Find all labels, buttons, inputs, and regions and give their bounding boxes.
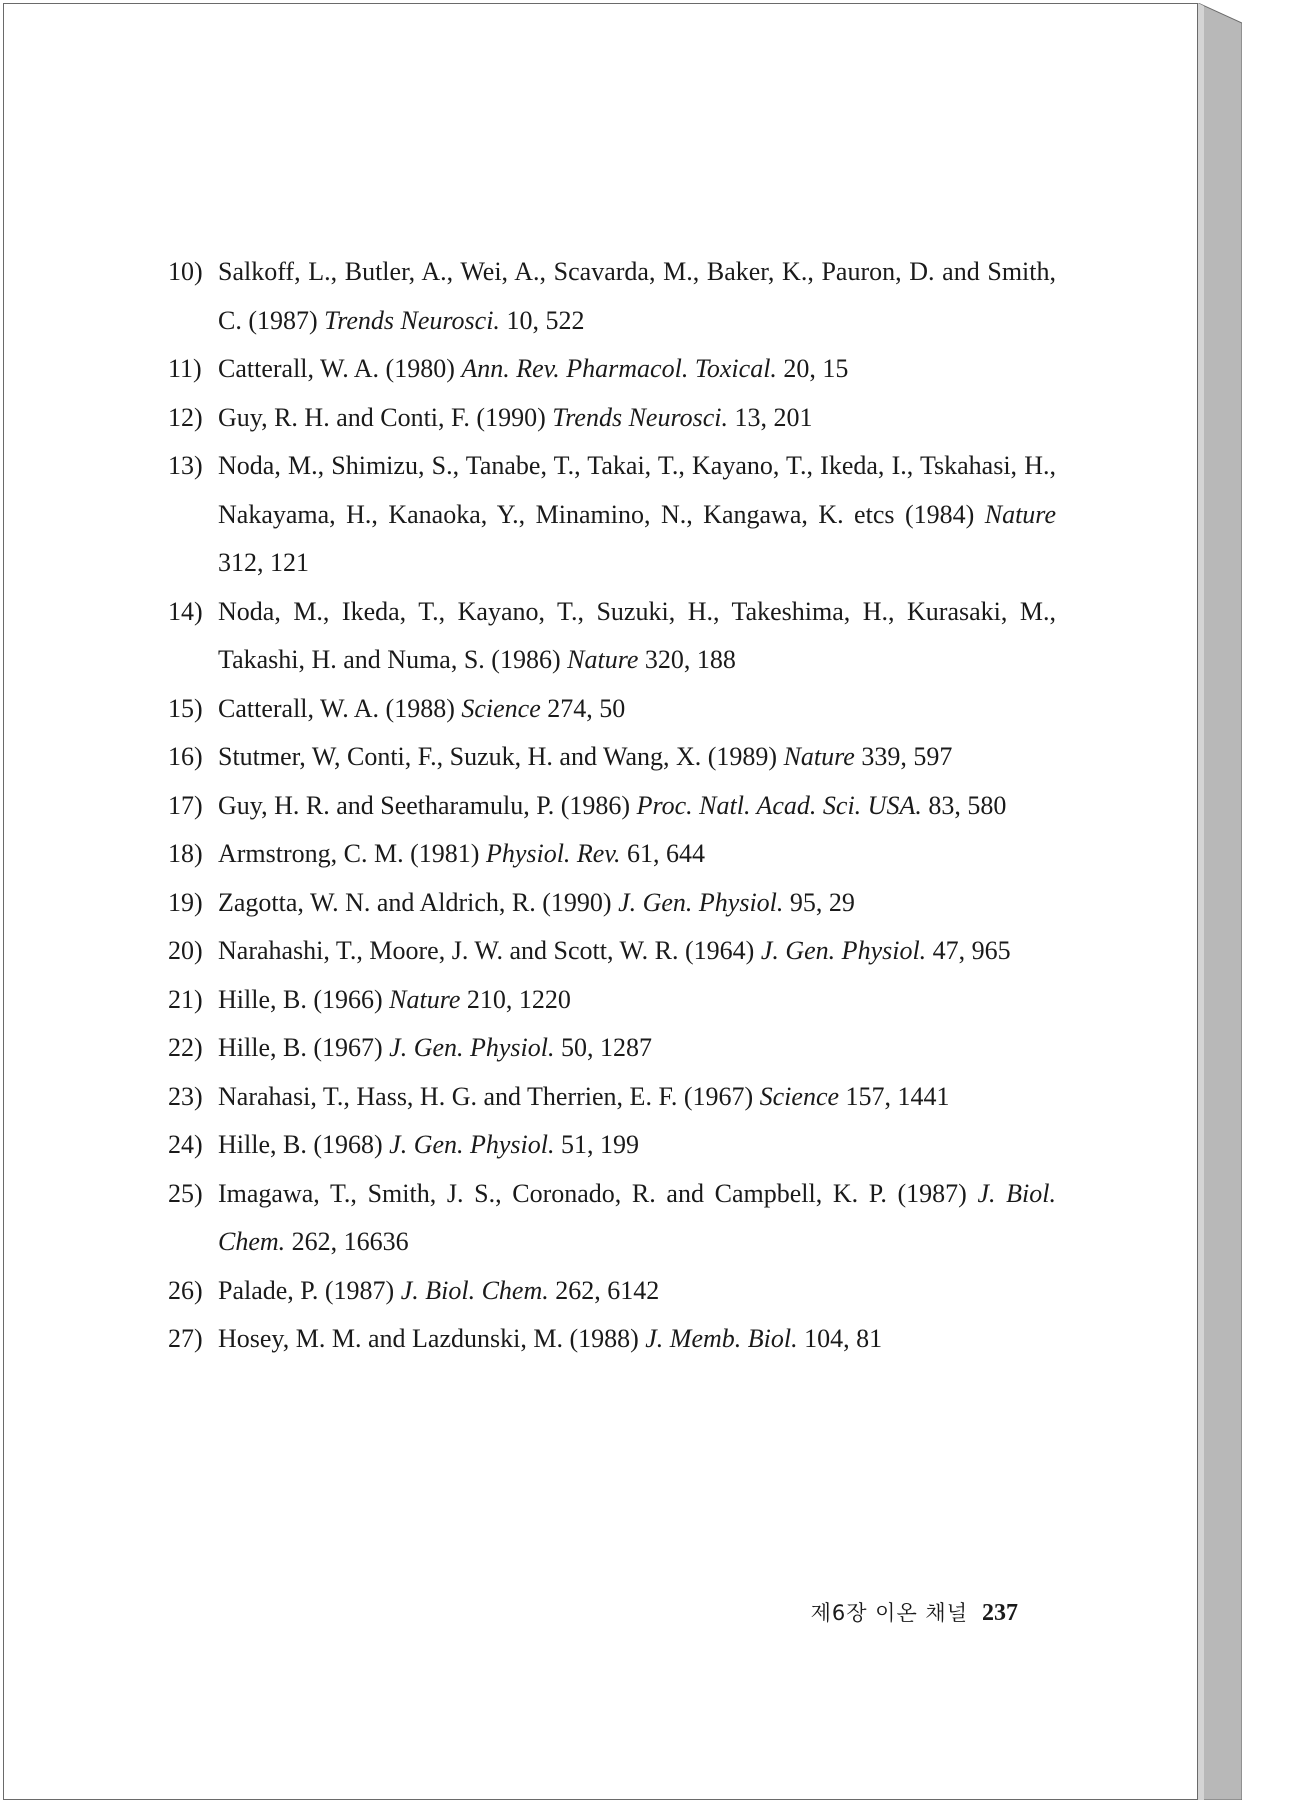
reference-item bbox=[168, 1267, 1056, 1316]
reference-journal: Science bbox=[461, 693, 541, 723]
reference-journal: Nature bbox=[783, 742, 855, 771]
reference-authors: Zagotta, W. N. and Aldrich, R. (1990) bbox=[218, 887, 612, 917]
reference-journal: J. Biol. Chem. bbox=[218, 1178, 1057, 1256]
reference-item bbox=[168, 588, 1056, 685]
reference-volume-pages: 20, 15 bbox=[783, 354, 849, 383]
reference-journal: J. Biol. Chem. bbox=[400, 1275, 549, 1305]
reference-number: 14) bbox=[168, 596, 203, 626]
reference-item bbox=[168, 879, 1056, 928]
reference-authors: Stutmer, W, Conti, F., Suzuk, H. and Wang, X. (1989) bbox=[218, 742, 778, 771]
page-edge-shadow bbox=[1198, 3, 1242, 1800]
reference-item bbox=[168, 782, 1056, 831]
page-number: 237 bbox=[982, 1600, 1018, 1626]
reference-journal: Ann. Rev. Pharmacol. Toxical. bbox=[461, 354, 777, 383]
reference-authors: Noda, M., Ikeda, T., Kayano, T., Suzuki, H., Takeshima, H., Kurasaki, M., Takashi, H. and Numa, S. (1986) bbox=[218, 596, 1056, 674]
reference-journal: J. Gen. Physiol. bbox=[389, 1130, 555, 1159]
reference-number: 16) bbox=[168, 742, 203, 771]
reference-number: 21) bbox=[168, 984, 203, 1014]
reference-volume-pages: 104, 81 bbox=[804, 1324, 883, 1353]
reference-volume-pages: 95, 29 bbox=[789, 887, 855, 917]
reference-authors: Imagawa, T., Smith, J. S., Coronado, R. and Campbell, K. P. (1987) bbox=[218, 1178, 967, 1208]
reference-number: 24) bbox=[168, 1130, 203, 1159]
reference-authors: Catterall, W. A. (1988) bbox=[218, 693, 455, 723]
reference-authors: Hille, B. (1966) bbox=[218, 984, 383, 1014]
reference-item bbox=[168, 830, 1056, 879]
reference-journal: Nature bbox=[389, 984, 461, 1014]
reference-item bbox=[168, 976, 1056, 1025]
reference-item bbox=[168, 345, 1056, 394]
reference-volume-pages: 61, 644 bbox=[626, 839, 705, 868]
reference-number: 27) bbox=[168, 1324, 203, 1353]
reference-item bbox=[168, 248, 1056, 345]
reference-volume-pages: 83, 580 bbox=[928, 790, 1007, 820]
reference-journal: Nature bbox=[984, 499, 1056, 529]
reference-authors: Hille, B. (1968) bbox=[218, 1130, 383, 1159]
chapter-title: 제6장 이온 채널 bbox=[810, 1601, 968, 1625]
reference-journal: J. Memb. Biol. bbox=[645, 1324, 798, 1353]
reference-volume-pages: 312, 121 bbox=[218, 548, 309, 577]
reference-authors: Narahashi, T., Moore, J. W. and Scott, W. R. (1964) bbox=[218, 936, 755, 965]
reference-number: 13) bbox=[168, 451, 203, 480]
reference-item bbox=[168, 1024, 1056, 1073]
reference-number: 10) bbox=[168, 257, 203, 286]
reference-volume-pages: 262, 6142 bbox=[555, 1275, 660, 1305]
reference-number: 12) bbox=[168, 402, 203, 432]
reference-volume-pages: 157, 1441 bbox=[845, 1081, 950, 1111]
reference-item bbox=[168, 1073, 1056, 1122]
reference-number: 23) bbox=[168, 1081, 203, 1111]
reference-number: 26) bbox=[168, 1275, 203, 1305]
reference-authors: Catterall, W. A. (1980) bbox=[218, 354, 455, 383]
reference-authors: Hosey, M. M. and Lazdunski, M. (1988) bbox=[218, 1324, 639, 1353]
reference-number: 17) bbox=[168, 790, 203, 820]
reference-item bbox=[168, 927, 1056, 976]
reference-number: 19) bbox=[168, 887, 203, 917]
reference-journal: Trends Neurosci. bbox=[552, 402, 728, 432]
reference-volume-pages: 274, 50 bbox=[547, 693, 626, 723]
reference-item bbox=[168, 1315, 1056, 1364]
reference-item bbox=[168, 1170, 1056, 1267]
reference-journal: J. Gen. Physiol. bbox=[760, 936, 927, 965]
reference-number: 18) bbox=[168, 839, 203, 868]
page-footer bbox=[811, 1597, 1018, 1627]
reference-journal: Science bbox=[759, 1081, 840, 1111]
reference-authors: Salkoff, L., Butler, A., Wei, A., Scavarda, M., Baker, K., Pauron, D. and Smith, C. (1987) bbox=[218, 257, 1056, 335]
reference-number: 22) bbox=[168, 1033, 203, 1062]
reference-journal: Trends Neurosci. bbox=[324, 305, 500, 335]
reference-item bbox=[168, 685, 1056, 734]
reference-authors: Guy, H. R. and Seetharamulu, P. (1986) bbox=[218, 790, 631, 820]
reference-volume-pages: 10, 522 bbox=[506, 305, 585, 335]
reference-number: 20) bbox=[168, 936, 203, 965]
reference-number: 15) bbox=[168, 693, 203, 723]
reference-list bbox=[168, 248, 1056, 1364]
reference-authors: Palade, P. (1987) bbox=[218, 1275, 395, 1305]
reference-volume-pages: 262, 16636 bbox=[291, 1227, 409, 1256]
reference-volume-pages: 50, 1287 bbox=[561, 1033, 652, 1062]
reference-journal: J. Gen. Physiol. bbox=[618, 887, 784, 917]
reference-authors: Narahasi, T., Hass, H. G. and Therrien, E. F. (1967) bbox=[218, 1081, 754, 1111]
reference-item bbox=[168, 1121, 1056, 1170]
reference-journal: J. Gen. Physiol. bbox=[389, 1033, 555, 1062]
reference-item bbox=[168, 394, 1056, 443]
reference-volume-pages: 13, 201 bbox=[734, 402, 813, 432]
reference-volume-pages: 51, 199 bbox=[561, 1130, 639, 1159]
reference-authors: Hille, B. (1967) bbox=[218, 1033, 383, 1062]
reference-volume-pages: 47, 965 bbox=[932, 936, 1011, 965]
reference-number: 25) bbox=[168, 1178, 203, 1208]
reference-volume-pages: 210, 1220 bbox=[466, 984, 571, 1014]
reference-authors: Guy, R. H. and Conti, F. (1990) bbox=[218, 402, 546, 432]
reference-authors: Noda, M., Shimizu, S., Tanabe, T., Takai, T., Kayano, T., Ikeda, I., Tskahasi, H., Nakayama, H., Kanaoka, Y., Minamino, N., Kangawa, K. etcs (1984) bbox=[218, 451, 1056, 529]
reference-volume-pages: 339, 597 bbox=[861, 742, 953, 771]
reference-authors: Armstrong, C. M. (1981) bbox=[218, 839, 480, 868]
reference-item bbox=[168, 442, 1056, 588]
reference-journal: Proc. Natl. Acad. Sci. USA. bbox=[636, 790, 922, 820]
reference-journal: Physiol. Rev. bbox=[485, 839, 621, 868]
reference-volume-pages: 320, 188 bbox=[644, 645, 736, 674]
reference-journal: Nature bbox=[567, 645, 639, 674]
reference-number: 11) bbox=[168, 354, 202, 383]
reference-item bbox=[168, 733, 1056, 782]
